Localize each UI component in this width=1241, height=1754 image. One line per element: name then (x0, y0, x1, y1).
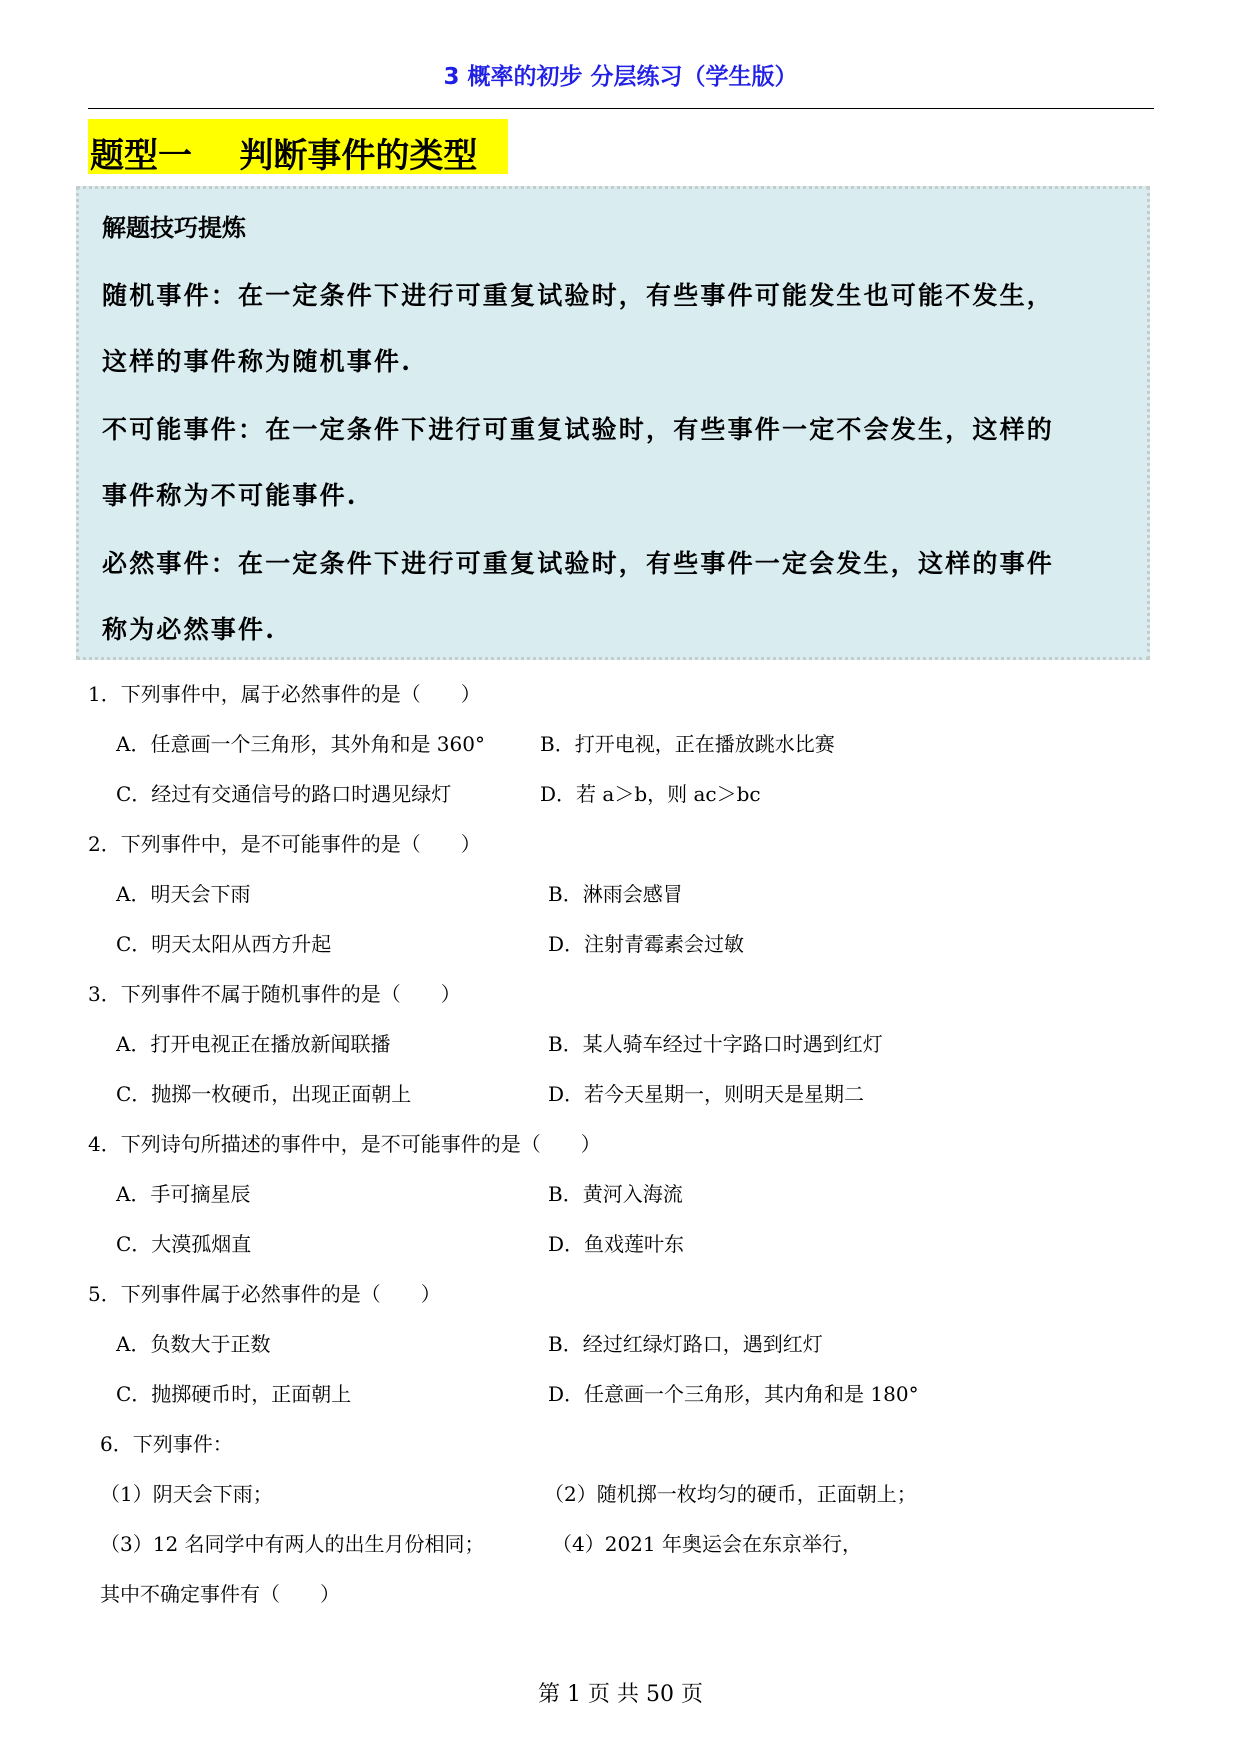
page-number: 第 1 页 共 50 页 (538, 1682, 703, 1707)
option-a: A．手可摘星辰 (116, 1182, 251, 1206)
question-stem: 4．下列诗句所描述的事件中，是不可能事件的是（ ） (88, 1132, 601, 1156)
option-d: D．鱼戏莲叶东 (548, 1232, 685, 1256)
option-b: B．淋雨会感冒 (548, 882, 683, 906)
option-a: A．负数大于正数 (116, 1332, 271, 1356)
statement-item: （2）随机掷一枚均匀的硬币，正面朝上； (544, 1482, 917, 1506)
tips-line: 必然事件：在一定条件下进行可重复试验时，有些事件一定会发生，这样的事件 (102, 549, 1055, 578)
option-b: B．打开电视，正在播放跳水比赛 (540, 732, 835, 756)
option-d: D．任意画一个三角形，其内角和是 180° (548, 1382, 919, 1406)
statement-item: （3）12 名同学中有两人的出生月份相同； (100, 1532, 485, 1556)
section-heading (88, 119, 508, 174)
option-c: C．经过有交通信号的路口时遇见绿灯 (116, 782, 452, 806)
tips-line: 事件称为不可能事件. (102, 481, 358, 510)
option-c: C．明天太阳从西方升起 (116, 932, 332, 956)
statement-item: （1）阴天会下雨； (100, 1482, 273, 1506)
tips-line: 这样的事件称为随机事件. (102, 347, 413, 376)
tips-line: 称为必然事件. (102, 615, 277, 644)
statement-item: （4）2021 年奥运会在东京举行， (552, 1532, 862, 1556)
section-heading-text: 题型一 判断事件的类型 (90, 136, 478, 176)
option-a: A．任意画一个三角形，其外角和是 360° (116, 732, 485, 756)
option-d: D．注射青霉素会过敏 (548, 932, 745, 956)
option-d: D．若 a＞b，则 ac＞bc (540, 782, 761, 806)
option-a: A．明天会下雨 (116, 882, 251, 906)
question-stem: 1．下列事件中，属于必然事件的是（ ） (88, 682, 481, 706)
option-c: C．抛掷一枚硬币，出现正面朝上 (116, 1082, 412, 1106)
option-d: D．若今天星期一，则明天是星期二 (548, 1082, 865, 1106)
question-stem: 3．下列事件不属于随机事件的是（ ） (88, 982, 461, 1006)
tips-line: 随机事件：在一定条件下进行可重复试验时，有些事件可能发生也可能不发生， (102, 281, 1055, 310)
option-b: B．某人骑车经过十字路口时遇到红灯 (548, 1032, 883, 1056)
document-title: 3 概率的初步 分层练习（学生版） (443, 64, 798, 90)
option-c: C．大漠孤烟直 (116, 1232, 252, 1256)
question-tail: 其中不确定事件有（ ） (100, 1582, 340, 1606)
option-b: B．黄河入海流 (548, 1182, 683, 1206)
option-b: B．经过红绿灯路口，遇到红灯 (548, 1332, 823, 1356)
question-stem: 6．下列事件： (100, 1432, 233, 1456)
question-stem: 5．下列事件属于必然事件的是（ ） (88, 1282, 441, 1306)
header-divider (88, 108, 1154, 109)
tips-title: 解题技巧提炼 (102, 213, 246, 242)
tips-line: 不可能事件：在一定条件下进行可重复试验时，有些事件一定不会发生，这样的 (102, 415, 1055, 444)
question-stem: 2．下列事件中，是不可能事件的是（ ） (88, 832, 481, 856)
option-a: A．打开电视正在播放新闻联播 (116, 1032, 391, 1056)
option-c: C．抛掷硬币时，正面朝上 (116, 1382, 352, 1406)
